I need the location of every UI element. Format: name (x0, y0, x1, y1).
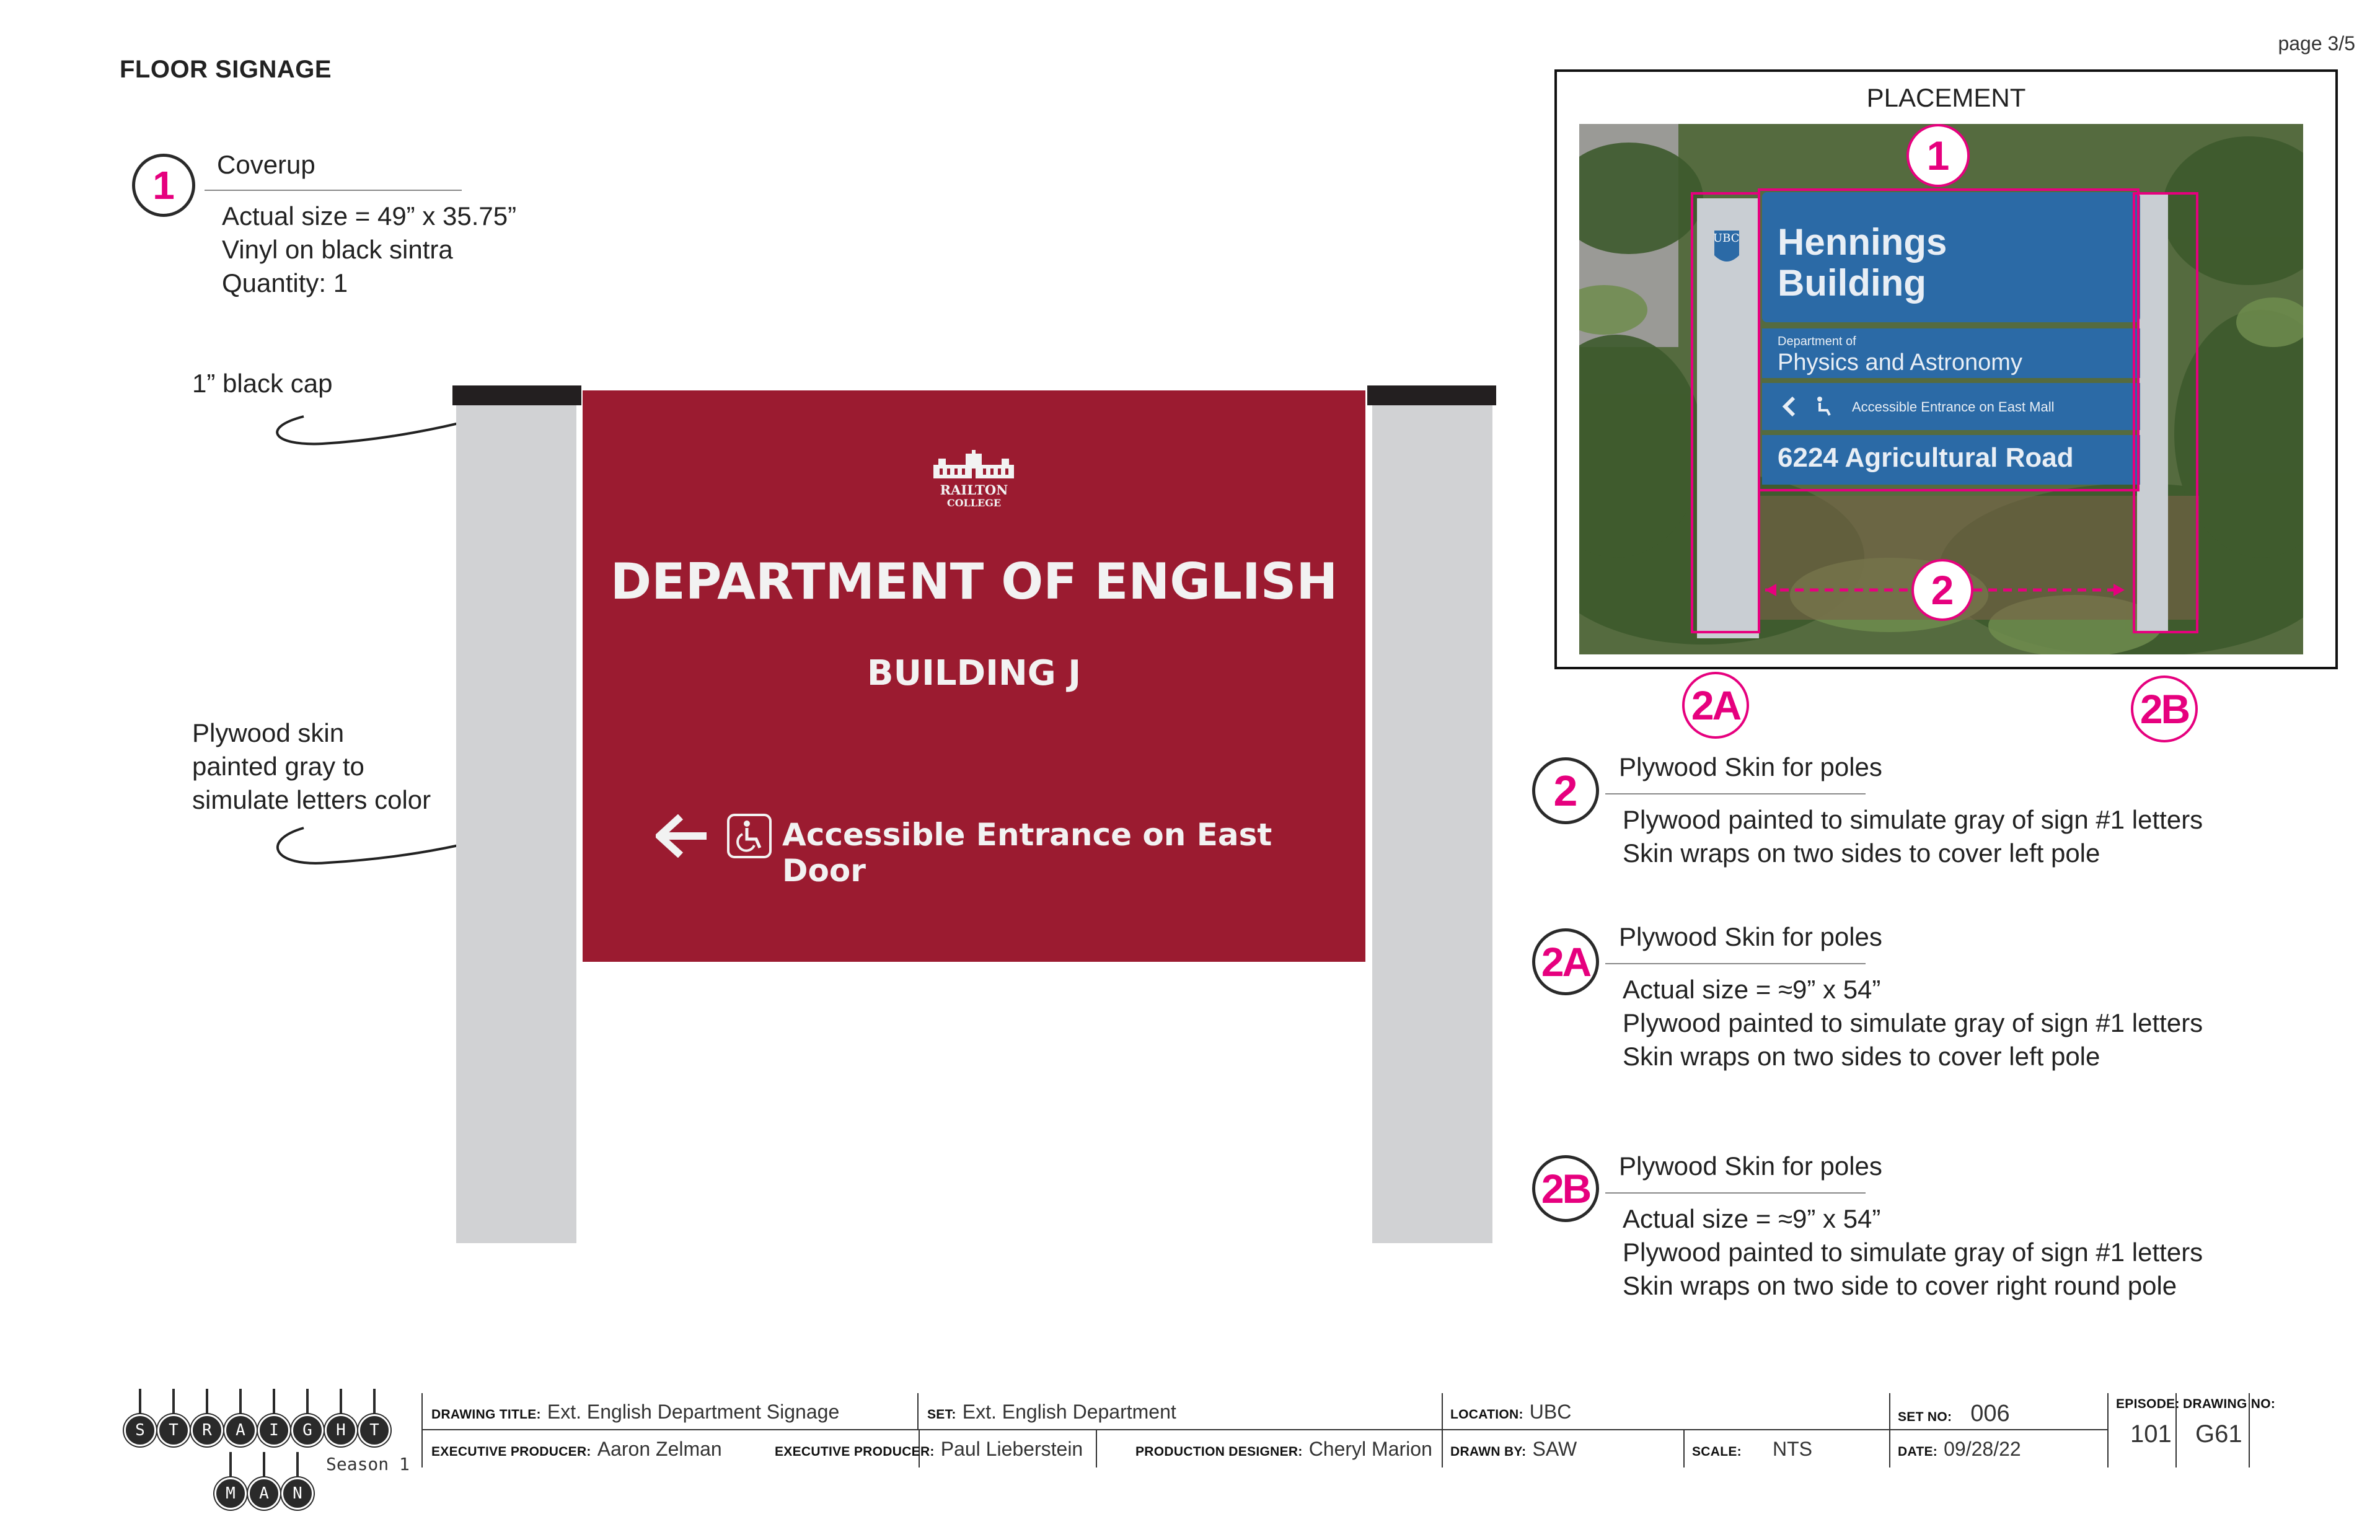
set-field (927, 1401, 1176, 1423)
drawn-by-value: SAW (1532, 1438, 1577, 1460)
item-2b-underline (1605, 1192, 1866, 1194)
item-2a-line-2: Plywood painted to simulate gray of sign #1 letters (1623, 1008, 2203, 1037)
set-no-value: 006 (1970, 1401, 2010, 1427)
logo-key: T (358, 1414, 390, 1446)
location-field (1450, 1401, 1571, 1423)
date-field (1898, 1438, 2021, 1461)
scale-label: SCALE: (1692, 1445, 1742, 1459)
show-logo (124, 1386, 421, 1503)
wheelchair-icon (726, 813, 772, 859)
date-value: 09/28/22 (1944, 1438, 2021, 1460)
item-2a-size: Actual size = ≈9” x 54” (1623, 975, 1881, 1004)
production-designer-field (1135, 1438, 1432, 1461)
item-2a-badge (1532, 928, 1599, 995)
exec-producer-1-field (431, 1438, 722, 1461)
label-2a-text: 2A (1691, 682, 1740, 728)
item-2-badge (1532, 757, 1599, 824)
show-logo-top-row (124, 1386, 390, 1446)
skin-annotation-line-1: Plywood skin (192, 718, 345, 747)
skin-annotation-line-2: painted gray to (192, 752, 364, 781)
logo-key: A (224, 1414, 257, 1446)
sign-subheading: BUILDING J (866, 653, 1082, 693)
sign-heading: DEPARTMENT OF ENGLISH (610, 553, 1338, 610)
item-2b-line-2: Plywood painted to simulate gray of sign #1 letters (1623, 1238, 2203, 1267)
item-2b-badge (1532, 1155, 1599, 1222)
exec-producer-1-value: Aaron Zelman (597, 1438, 722, 1460)
photo-sign-dept-small: Department of (1778, 335, 1856, 348)
item-2a-underline (1605, 963, 1866, 964)
logo-key: M (214, 1477, 247, 1510)
item-2-number: 2 (1553, 767, 1578, 815)
drawn-by-label: DRAWN BY: (1450, 1445, 1527, 1459)
item-2a-title: Plywood Skin for poles (1619, 922, 1882, 951)
photo-sign-dept: Physics and Astronomy (1778, 350, 2022, 376)
exec-producer-2-field (775, 1438, 1083, 1461)
item-1-quantity: Quantity: 1 (222, 268, 348, 297)
photo-sign-line-2: Building (1778, 262, 1926, 304)
drawing-title-label: DRAWING TITLE: (431, 1407, 541, 1422)
college-logo-sub: COLLEGE (946, 497, 1002, 509)
item-2b-description (1623, 1202, 2203, 1303)
drawing-no-label: DRAWING NO: (2183, 1397, 2276, 1411)
right-pole-cap (1367, 385, 1496, 405)
item-2b-number: 2B (1541, 1166, 1590, 1212)
item-2-title: Plywood Skin for poles (1619, 752, 1882, 781)
left-pole-cap (452, 385, 581, 405)
drawing-title-value: Ext. English Department Signage (547, 1401, 840, 1423)
production-designer-value: Cheryl Marion (1308, 1438, 1432, 1460)
photo-sign-line-1: Hennings (1778, 221, 1947, 263)
item-2a-number: 2A (1541, 939, 1590, 985)
set-value: Ext. English Department (962, 1401, 1176, 1423)
exec-producer-2-label: EXECUTIVE PRODUCER: (775, 1445, 935, 1459)
item-2b-title: Plywood Skin for poles (1619, 1151, 1882, 1181)
item-2-line-1: Plywood painted to simulate gray of sign #1 letters (1623, 805, 2203, 834)
college-building-logo (927, 450, 1020, 481)
cap-annotation: 1” black cap (192, 369, 333, 398)
drawing-title-field (431, 1401, 839, 1423)
date-label: DATE: (1898, 1445, 1938, 1459)
scale-field (1692, 1438, 1812, 1461)
title-block (421, 1393, 2281, 1467)
label-2a (1682, 672, 1749, 739)
scale-value: NTS (1772, 1438, 1812, 1460)
item-2b-line-3: Skin wraps on two side to cover right round pole (1623, 1271, 2177, 1300)
logo-key: S (124, 1414, 156, 1446)
item-2a-description (1623, 973, 2203, 1073)
logo-key: T (157, 1414, 190, 1446)
photo-logo-text: UBC (1713, 232, 1740, 245)
episode-label: EPISODE: (2116, 1397, 2180, 1411)
department-sign (583, 390, 1365, 962)
exec-producer-1-label: EXECUTIVE PRODUCER: (431, 1445, 591, 1459)
label-2b (2131, 675, 2198, 742)
logo-key: R (191, 1414, 223, 1446)
left-arrow-icon (656, 814, 709, 858)
placement-title: PLACEMENT (1866, 83, 2026, 112)
photo-marker-1 (1906, 124, 1970, 187)
drawing-no-field (2183, 1397, 2275, 1448)
set-label: SET: (927, 1407, 956, 1422)
location-value: UBC (1529, 1401, 1572, 1423)
left-pole (456, 405, 576, 1243)
logo-key: H (325, 1414, 357, 1446)
drawn-by-field (1450, 1438, 1577, 1461)
show-logo-bottom-row (214, 1449, 314, 1510)
photo-marker-2 (1911, 559, 1973, 621)
accessible-entrance-text: Accessible Entrance on East Door (782, 817, 1272, 889)
photo-sign-access: Accessible Entrance on East Mall (1852, 399, 2055, 415)
item-2-line-2: Skin wraps on two sides to cover left pole (1623, 838, 2100, 868)
item-2-underline (1605, 793, 1866, 794)
item-1-size: Actual size = 49” x 35.75” (222, 201, 517, 231)
page-title: FLOOR SIGNAGE (120, 56, 332, 83)
drawing-no-value: G61 (2195, 1420, 2242, 1448)
photo-sign-address: 6224 Agricultural Road (1778, 442, 2074, 473)
placement-photo (1579, 124, 2303, 654)
right-pole (1372, 405, 1492, 1243)
item-1-material: Vinyl on black sintra (222, 235, 453, 264)
set-no-label: SET NO: (1898, 1410, 1952, 1424)
item-1-title: Coverup (217, 150, 315, 179)
item-2b-size: Actual size = ≈9” x 54” (1623, 1204, 1881, 1233)
label-2b-text: 2B (2140, 686, 2189, 732)
episode-field (2116, 1397, 2180, 1448)
item-1-number: 1 (152, 163, 175, 208)
skin-annotation-line-3: simulate letters color (192, 785, 431, 814)
photo-marker-2-number: 2 (1931, 567, 1954, 613)
item-2a-line-3: Skin wraps on two sides to cover left pole (1623, 1042, 2100, 1071)
exec-producer-2-value: Paul Lieberstein (940, 1438, 1083, 1460)
logo-key: N (281, 1477, 314, 1510)
college-logo-name: RAILTON (940, 482, 1008, 498)
show-season: Season 1 (326, 1454, 410, 1474)
logo-key: I (258, 1414, 290, 1446)
logo-key: G (291, 1414, 324, 1446)
photo-marker-1-number: 1 (1926, 133, 1950, 178)
episode-value: 101 (2130, 1420, 2172, 1448)
item-2-description (1623, 803, 2203, 870)
set-no-field (1898, 1401, 2010, 1427)
logo-key: A (248, 1477, 280, 1510)
page-number: page 3/5 (2278, 32, 2355, 55)
location-label: LOCATION: (1450, 1407, 1523, 1422)
production-designer-label: PRODUCTION DESIGNER: (1135, 1445, 1303, 1459)
